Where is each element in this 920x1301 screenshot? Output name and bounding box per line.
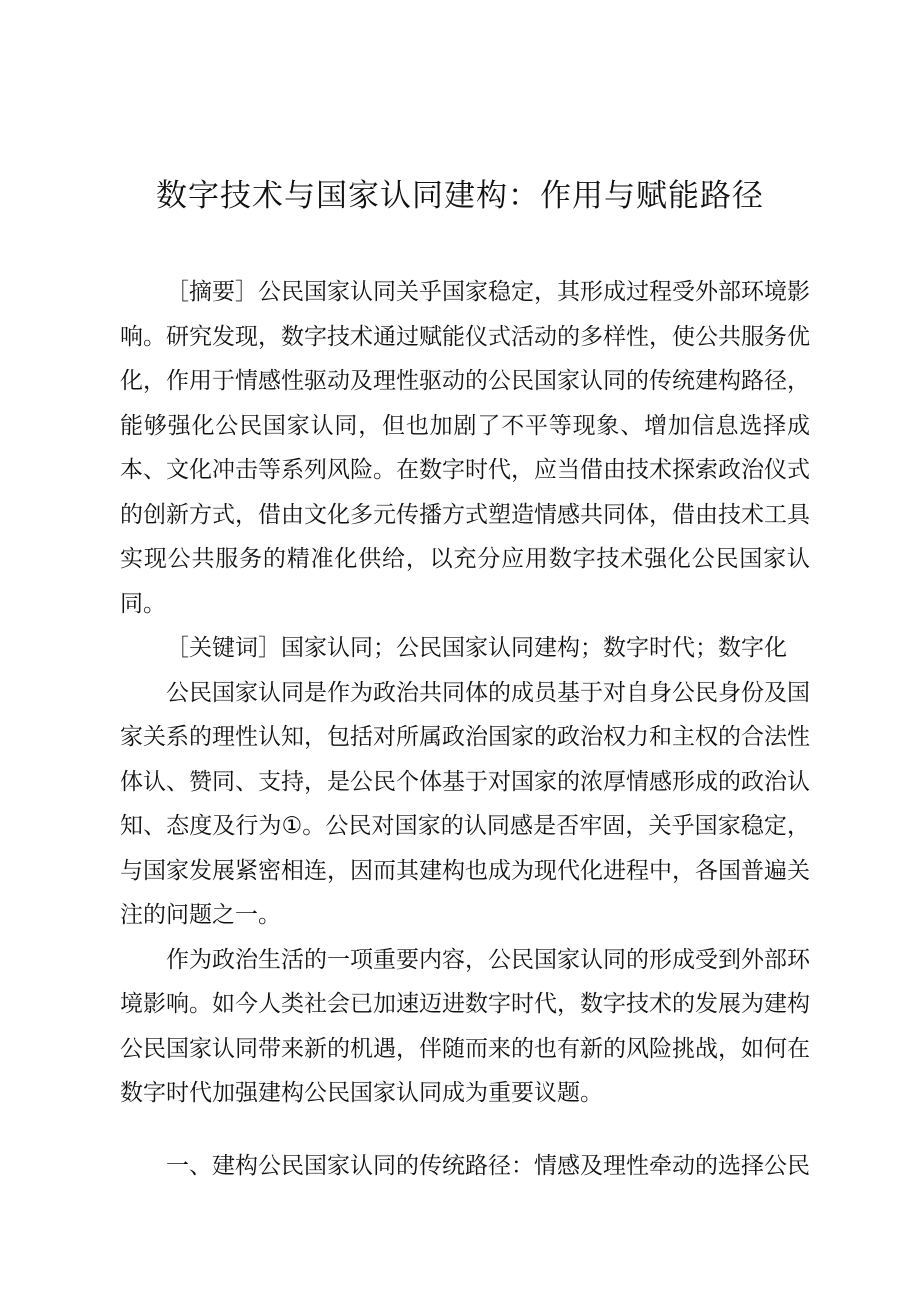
abstract-paragraph: ［摘要］公民国家认同关乎国家稳定，其形成过程受外部环境影响。研究发现，数字技术通过赋能仪式活动的多样性，使公共服务优化，作用于情感性驱动及理性驱动的公民国家认同的传统建构路径，能够强化公民国家认同，但也加剧了不平等现象、增加信息选择成本、文化冲击等系列风险。在数字时代，应当借由技术探索政治仪式的创新方式，借由文化多元传播方式塑造情感共同体，借由技术工具实现公共服务的精准化供给，以充分应用数字技术强化公民国家认同。 (120, 279, 810, 617)
document-body (120, 270, 810, 1188)
keywords-paragraph: ［关键词］国家认同；公民国家认同建构；数字时代；数字化 (166, 635, 787, 661)
body-paragraph-1: 公民国家认同是作为政治共同体的成员基于对自身公民身份及国家关系的理性认知，包括对所属政治国家的政治权力和主权的合法性体认、赞同、支持，是公民个体基于对国家的浓厚情感形成的政治认知、态度及行为①。公民对国家的认同感是否牢固，关乎国家稳定，与国家发展紧密相连，因而其建构也成为现代化进程中，各国普遍关注的问题之一。 (120, 679, 810, 928)
document-title: 数字技术与国家认同建构：作用与赋能路径 (156, 178, 764, 214)
body-paragraph-2: 作为政治生活的一项重要内容，公民国家认同的形成受到外部环境影响。如今人类社会已加速迈进数字时代，数字技术的发展为建构公民国家认同带来新的机遇，伴随而来的也有新的风险挑战，如何在数字时代加强建构公民国家认同成为重要议题。 (120, 946, 810, 1106)
section-heading: 一、建构公民国家认同的传统路径：情感及理性牵动的选择公民 (166, 1152, 810, 1179)
